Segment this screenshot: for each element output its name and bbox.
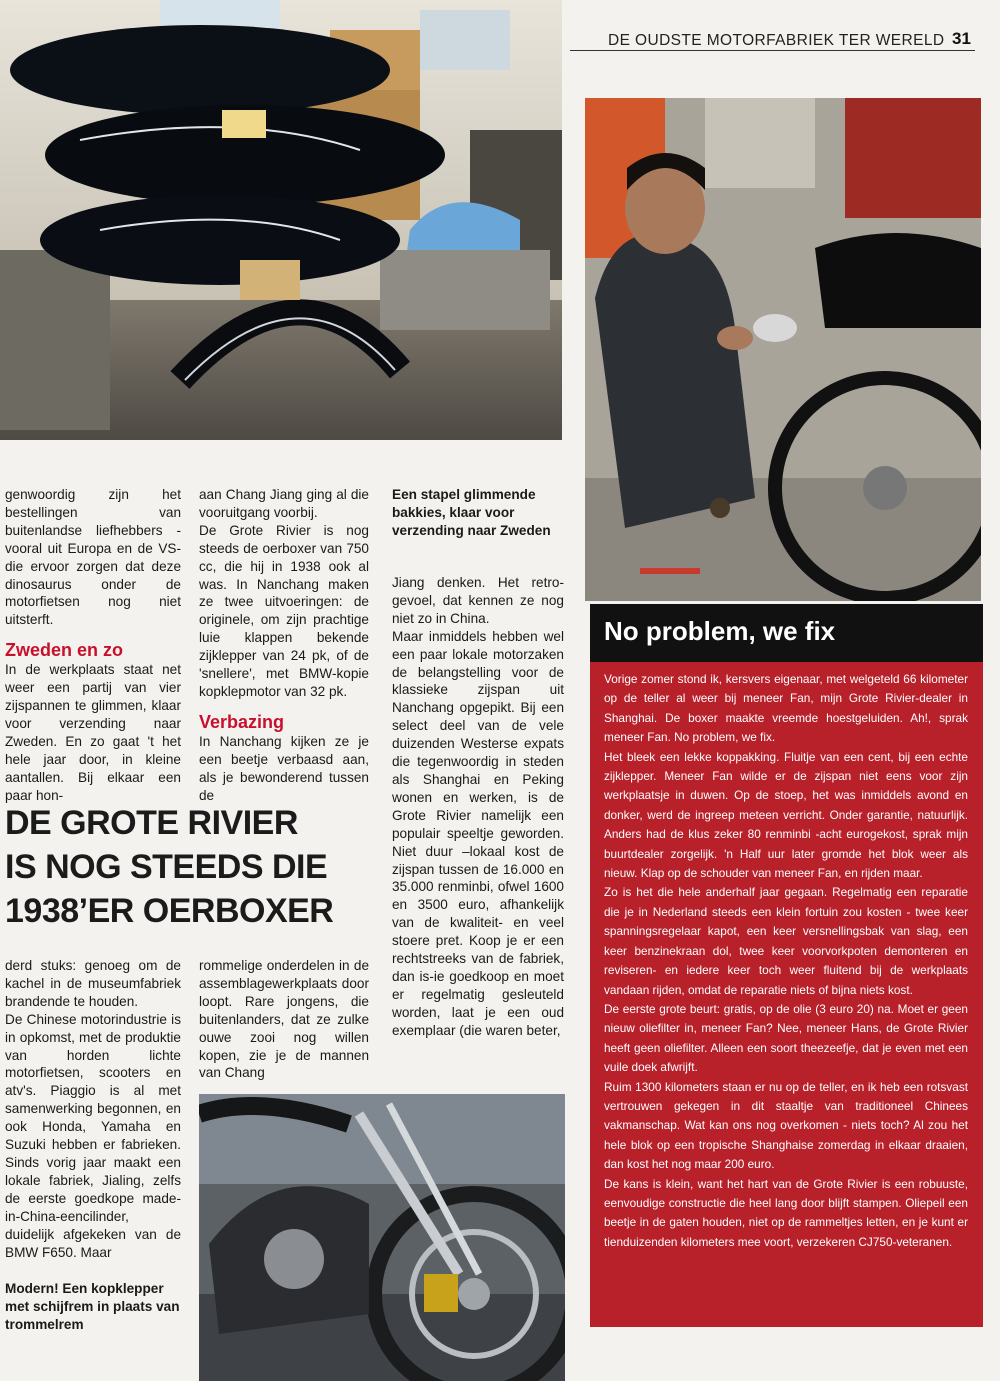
sidebar-box — [590, 604, 983, 1327]
running-header — [570, 28, 980, 54]
pull-quote-line: 1938’ER OERBOXER — [5, 892, 334, 930]
disc-brake-photo — [199, 1094, 565, 1381]
sidebar-title-bar — [590, 604, 983, 662]
column-2-lower — [199, 957, 369, 1082]
sidebar-paragraph: Zo is het die hele anderhalf jaar gegaan. Regelmatig een reparatie die je in Nederland steeds een klein fortuin zou kosten - twee keer spanningsregelaar kapot, een keer versnellingsbak van slag, een keer benzinekraan dol, twee keer voorvorkpoten demonteren en reviseren- en iedere keer toch weer fluitend bij de werkplaats vandaan rijden, omdat de reparatie niets of bijna niets kost. — [604, 885, 968, 997]
column-1-lower — [5, 957, 181, 1261]
sidebar-paragraph: Ruim 1300 kilometers staan er nu op de teller, en ik heb een rotsvast vertrouwen gekegen in dit staaltje van traditioneel Chinees vakmanschap. Wat kan ons nog overkomen - niets toch? Al zou het hele blok op een tropische Shanghaise zomerdag in elkaar draaien, dan kost het nog maar 200 euro. — [604, 1079, 968, 1172]
pull-quote-line: DE GROTE RIVIER — [5, 804, 298, 842]
photo-caption-bottom: Modern! Een kopklepper met schijfrem in plaats van trommelrem — [5, 1281, 180, 1332]
body-paragraph: derd stuks: genoeg om de kachel in de museumfabriek brandende te houden. — [5, 958, 181, 1009]
sidebar-paragraph: Het bleek een lekke koppakking. Fluitje van een cent, bij een echte zijklepper. Meneer Fan wilde er de zijspan niet eens voor zijn werkplaatsje in duwen. Op de stoep, het was inmiddels avond en donker, werd de ingreep meteen verricht. Onder garantie, natuurlijk. Anders had de klus zeker 80 renminbi -acht eurogekost, sprak mijn buurtdealer zorgelijk. 'n Half uur later gromde het blok weer als nieuw. Klap op de schouder van meneer Fan, en rijden maar. — [604, 749, 968, 881]
column-2-upper — [199, 486, 369, 805]
body-paragraph: rommelige onderdelen in de assemblagewerkplaats door loopt. Rare jongens, die buitenlanders, dat ze zulke ouwe zooi nog willen kopen, zie je de mannen van Chang — [199, 958, 369, 1081]
body-paragraph: De Chinese motorindustrie is in opkomst, met de produktie van horden lichte motorfietsen, scooters en atv's. Piaggio is al met samenwerking begonnen, en ook Honda, Yamaha en Suzuki hebben er fabrieken. Sinds vorig jaar maakt een lokale fabriek, Jialing, zelfs de eerste goedkope made-in-China-eencilinder, duidelijk afgekeken van de BMW F650. Maar — [5, 1011, 181, 1260]
column-3 — [392, 574, 564, 1040]
sidebar-paragraph: Vorige zomer stond ik, kersvers eigenaar, met welgeteld 66 kilometer op de teller al weer bij meneer Fan, mijn Grote Rivier-dealer in Shanghai. De boxer maakte vreemde hoestgeluiden. Ah!, sprak meneer Fan. No problem, we fix. — [604, 672, 968, 745]
sidecar-bodies-photo — [0, 0, 562, 440]
mechanic-photo — [585, 98, 981, 601]
body-paragraph: aan Chang Jiang ging al die vooruitgang voorbij. — [199, 487, 369, 520]
sidebar-title: No problem, we fix — [604, 616, 836, 646]
body-paragraph: Maar inmiddels hebben wel een paar lokale motorzaken de belangstelling voor de klassieke zijspan uit Nanchang opgepikt. Bij een select deel van de vele duizenden Westerse expats die tegenwoordig in steden als Shanghai en Peking wonen en werken, is de Grote Rivier namelijk een populair speeltje geworden. Niet duur –lokaal kost de zijspan tussen de 16.000 en 35.000 renminbi, ofwel 1600 en 3500 euro, afhankelijk van de kwaliteit- en veel stoere pret. Koop je er een rechtstreeks van de fabriek, dan is-ie goedkoop en moet er regelmatig gesleuteld worden, laat je een oud exemplaar (die waren beter, — [392, 628, 564, 1038]
body-paragraph: In de werkplaats staat net weer een partij van vier zijspannen te glimmen, klaar voor verzending naar Zweden. En zo gaat 't het hele jaar door, in kleine aantallen. Bij elkaar een paar hon- — [5, 662, 181, 803]
subhead-verbazing: Verbazing — [199, 711, 285, 732]
subhead-zweden: Zweden en zo — [5, 640, 124, 661]
pull-quote-line: IS NOG STEEDS DIE — [5, 848, 328, 886]
sidebar-paragraph: De kans is klein, want het hart van de Grote Rivier is een robuuste, eenvoudige constructie die heel lang door blijft stampen. Oliepeil een beetje in de gaten houden, niet op de rammeltjes letten, en je kunt er tienduizenden kilometers mee voort, verzekeren CJ750-veteranen. — [604, 1176, 968, 1249]
body-paragraph: genwoordig zijn het bestellingen van buitenlandse liefhebbers -vooral uit Europa en de VS- die ervoor zorgen dat deze dinosaurus onder de motorfietsen nog niet uitsterft. — [5, 487, 181, 628]
photo-caption-top: Een stapel glimmende bakkies, klaar voor verzending naar Zweden — [392, 487, 551, 538]
body-paragraph: Jiang denken. Het retro-gevoel, dat kennen ze nog niet zo in China. — [392, 575, 564, 626]
sidebar-paragraph: De eerste grote beurt: gratis, op de olie (3 euro 20) na. Moet er geen nieuw oliefilter in, meneer Fan? Nee, meneer Hans, de Grote Rivier heeft geen oliefilter. Alleen een soort theezeefje, dat je even met een vuile doek afwrijft. — [604, 1001, 968, 1075]
body-paragraph: In Nanchang kijken ze je een beetje verbaasd aan, als je bewonderend tussen de — [199, 733, 369, 803]
sidebar-body — [604, 670, 968, 1252]
pull-quote — [5, 801, 385, 933]
column-1-upper — [5, 486, 181, 805]
body-paragraph: De Grote Rivier is nog steeds de oerboxer van 750 cc, die hij in 1938 ook al was. In Nanchang maken ze twee uitvoeringen: de originele, om zijn prachtige luie klappen bekende zijklepper van 24 pk, of de 'snellere', met BMW-kopie kopklepmotor van 32 pk. — [199, 522, 369, 699]
header-rule — [570, 50, 975, 51]
page-number: 31 — [952, 29, 971, 48]
running-title: DE OUDSTE MOTORFABRIEK TER WERELD — [608, 32, 945, 49]
